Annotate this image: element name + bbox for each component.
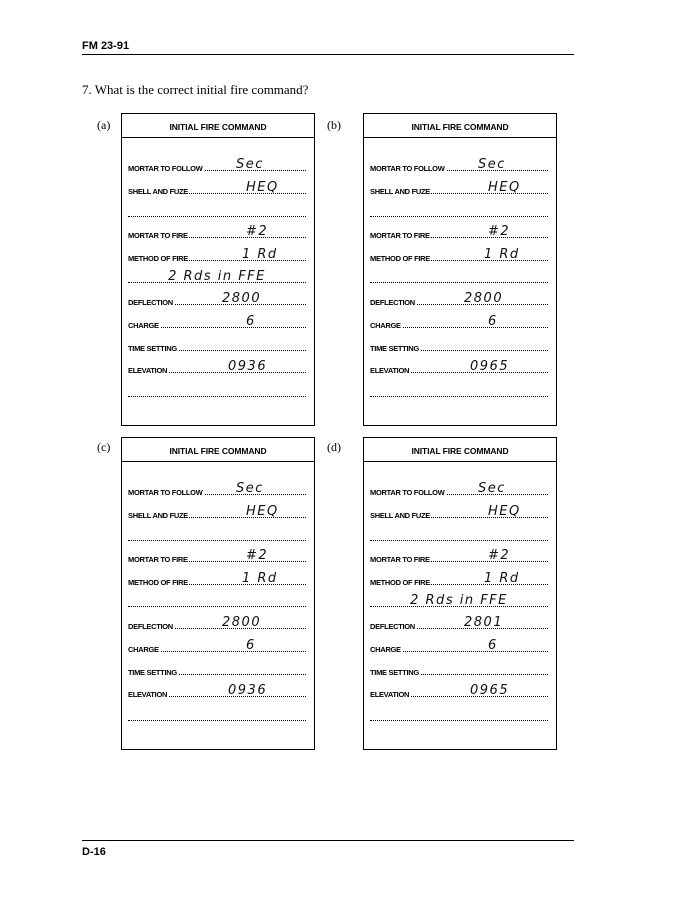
field-label: SHELL AND FUZE bbox=[370, 511, 430, 520]
field-deflection bbox=[370, 292, 548, 308]
page-number: D-16 bbox=[82, 846, 106, 858]
field-extra bbox=[370, 270, 548, 286]
field-label: DEFLECTION bbox=[128, 622, 173, 631]
field-charge bbox=[370, 639, 548, 655]
field-label: METHOD OF FIRE bbox=[128, 578, 188, 587]
field-label: DEFLECTION bbox=[370, 298, 415, 307]
field-label: ELEVATION bbox=[370, 366, 410, 375]
field-label: TIME SETTING bbox=[370, 344, 419, 353]
field-charge bbox=[128, 315, 306, 331]
blank-line bbox=[128, 528, 306, 544]
option-letter: (c) bbox=[97, 440, 111, 454]
handwritten-value: HEQ bbox=[488, 504, 521, 519]
field-shell-and-fuze bbox=[128, 181, 306, 197]
field-time-setting bbox=[128, 338, 306, 354]
option-letter: (d) bbox=[327, 440, 341, 454]
blank-line bbox=[128, 204, 306, 220]
dotted-line bbox=[128, 396, 306, 397]
blank-line bbox=[370, 204, 548, 220]
field-label: CHARGE bbox=[370, 321, 401, 330]
option-letter: (a) bbox=[97, 118, 111, 132]
field-label: MORTAR TO FOLLOW bbox=[128, 164, 203, 173]
field-label: CHARGE bbox=[370, 645, 401, 654]
handwritten-value: 2800 bbox=[464, 291, 504, 306]
dotted-line bbox=[128, 606, 306, 607]
handwritten-value: 2800 bbox=[222, 615, 262, 630]
card-title-rule bbox=[122, 137, 314, 138]
card-title: INITIAL FIRE COMMAND bbox=[411, 122, 509, 132]
dotted-line bbox=[370, 282, 548, 283]
card-title-rule bbox=[364, 137, 556, 138]
field-label: MORTAR TO FOLLOW bbox=[128, 488, 203, 497]
handwritten-value: #2 bbox=[488, 548, 511, 563]
field-elevation bbox=[128, 360, 306, 376]
handwritten-value: 1 Rd bbox=[242, 247, 278, 262]
field-mortar-to-fire bbox=[128, 549, 306, 565]
handwritten-value: 0936 bbox=[228, 683, 268, 698]
handwritten-value: #2 bbox=[246, 548, 269, 563]
field-mortar-to-follow bbox=[370, 158, 548, 174]
dotted-line bbox=[128, 720, 306, 721]
option-letter: (b) bbox=[327, 118, 341, 132]
blank-line bbox=[370, 708, 548, 724]
field-label: SHELL AND FUZE bbox=[128, 511, 188, 520]
field-deflection bbox=[370, 616, 548, 632]
field-mortar-to-fire bbox=[370, 225, 548, 241]
handwritten-value: Sec bbox=[236, 157, 264, 172]
field-label: ELEVATION bbox=[128, 366, 168, 375]
handwritten-value: 1 Rd bbox=[484, 247, 520, 262]
field-label: SHELL AND FUZE bbox=[370, 187, 430, 196]
field-label: CHARGE bbox=[128, 645, 159, 654]
handwritten-value: 2 Rds in FFE bbox=[168, 269, 266, 284]
field-shell-and-fuze bbox=[370, 505, 548, 521]
field-elevation bbox=[128, 684, 306, 700]
handwritten-value: Sec bbox=[236, 481, 264, 496]
handwritten-value: HEQ bbox=[246, 180, 279, 195]
field-shell-and-fuze bbox=[370, 181, 548, 197]
field-label: CHARGE bbox=[128, 321, 159, 330]
field-elevation bbox=[370, 360, 548, 376]
handwritten-value: 1 Rd bbox=[242, 571, 278, 586]
handwritten-value: #2 bbox=[246, 224, 269, 239]
field-time-setting bbox=[128, 662, 306, 678]
initial-fire-command-card bbox=[363, 437, 557, 750]
dotted-line bbox=[370, 720, 548, 721]
field-label: MORTAR TO FOLLOW bbox=[370, 164, 445, 173]
initial-fire-command-card bbox=[121, 113, 315, 426]
initial-fire-command-card bbox=[363, 113, 557, 426]
field-label: METHOD OF FIRE bbox=[370, 578, 430, 587]
field-label: MORTAR TO FOLLOW bbox=[370, 488, 445, 497]
card-title-rule bbox=[122, 461, 314, 462]
handwritten-value: 1 Rd bbox=[484, 571, 520, 586]
field-extra bbox=[128, 270, 306, 286]
handwritten-value: 6 bbox=[488, 314, 498, 329]
field-deflection bbox=[128, 616, 306, 632]
blank-line bbox=[128, 708, 306, 724]
handwritten-value: 6 bbox=[488, 638, 498, 653]
field-mortar-to-fire bbox=[128, 225, 306, 241]
field-method-of-fire bbox=[370, 248, 548, 264]
field-time-setting bbox=[370, 662, 548, 678]
blank-line bbox=[370, 528, 548, 544]
card-title: INITIAL FIRE COMMAND bbox=[169, 122, 267, 132]
field-mortar-to-follow bbox=[128, 158, 306, 174]
field-deflection bbox=[128, 292, 306, 308]
dotted-line bbox=[128, 540, 306, 541]
field-label: ELEVATION bbox=[128, 690, 168, 699]
handwritten-value: Sec bbox=[478, 157, 506, 172]
handwritten-value: Sec bbox=[478, 481, 506, 496]
field-label: DEFLECTION bbox=[128, 298, 173, 307]
handwritten-value: 2 Rds in FFE bbox=[410, 593, 508, 608]
field-label: MORTAR TO FIRE bbox=[370, 555, 430, 564]
field-time-setting bbox=[370, 338, 548, 354]
field-label: ELEVATION bbox=[370, 690, 410, 699]
field-extra bbox=[128, 594, 306, 610]
blank-line bbox=[128, 384, 306, 400]
initial-fire-command-card bbox=[121, 437, 315, 750]
field-charge bbox=[370, 315, 548, 331]
field-mortar-to-fire bbox=[370, 549, 548, 565]
field-charge bbox=[128, 639, 306, 655]
card-title: INITIAL FIRE COMMAND bbox=[411, 446, 509, 456]
handwritten-value: 6 bbox=[246, 314, 256, 329]
handwritten-value: 0965 bbox=[470, 683, 510, 698]
manual-header: FM 23-91 bbox=[82, 40, 130, 52]
field-label: MORTAR TO FIRE bbox=[128, 231, 188, 240]
dotted-line bbox=[370, 216, 548, 217]
field-label: MORTAR TO FIRE bbox=[370, 231, 430, 240]
footer-rule bbox=[82, 840, 574, 841]
card-title-rule bbox=[364, 461, 556, 462]
field-shell-and-fuze bbox=[128, 505, 306, 521]
field-mortar-to-follow bbox=[128, 482, 306, 498]
handwritten-value: #2 bbox=[488, 224, 511, 239]
handwritten-value: 6 bbox=[246, 638, 256, 653]
field-label: TIME SETTING bbox=[128, 344, 177, 353]
handwritten-value: 0965 bbox=[470, 359, 510, 374]
question-text: 7. What is the correct initial fire command? bbox=[82, 82, 309, 97]
field-method-of-fire bbox=[128, 248, 306, 264]
field-label: TIME SETTING bbox=[370, 668, 419, 677]
field-label: SHELL AND FUZE bbox=[128, 187, 188, 196]
field-label: DEFLECTION bbox=[370, 622, 415, 631]
dotted-line bbox=[370, 540, 548, 541]
field-method-of-fire bbox=[370, 572, 548, 588]
dotted-line bbox=[128, 216, 306, 217]
field-label: METHOD OF FIRE bbox=[370, 254, 430, 263]
blank-line bbox=[370, 384, 548, 400]
card-title: INITIAL FIRE COMMAND bbox=[169, 446, 267, 456]
field-extra bbox=[370, 594, 548, 610]
handwritten-value: 0936 bbox=[228, 359, 268, 374]
handwritten-value: 2801 bbox=[464, 615, 504, 630]
field-elevation bbox=[370, 684, 548, 700]
handwritten-value: 2800 bbox=[222, 291, 262, 306]
field-label: MORTAR TO FIRE bbox=[128, 555, 188, 564]
field-method-of-fire bbox=[128, 572, 306, 588]
handwritten-value: HEQ bbox=[488, 180, 521, 195]
handwritten-value: HEQ bbox=[246, 504, 279, 519]
dotted-line bbox=[370, 396, 548, 397]
field-mortar-to-follow bbox=[370, 482, 548, 498]
field-label: METHOD OF FIRE bbox=[128, 254, 188, 263]
header-rule bbox=[82, 54, 574, 55]
field-label: TIME SETTING bbox=[128, 668, 177, 677]
